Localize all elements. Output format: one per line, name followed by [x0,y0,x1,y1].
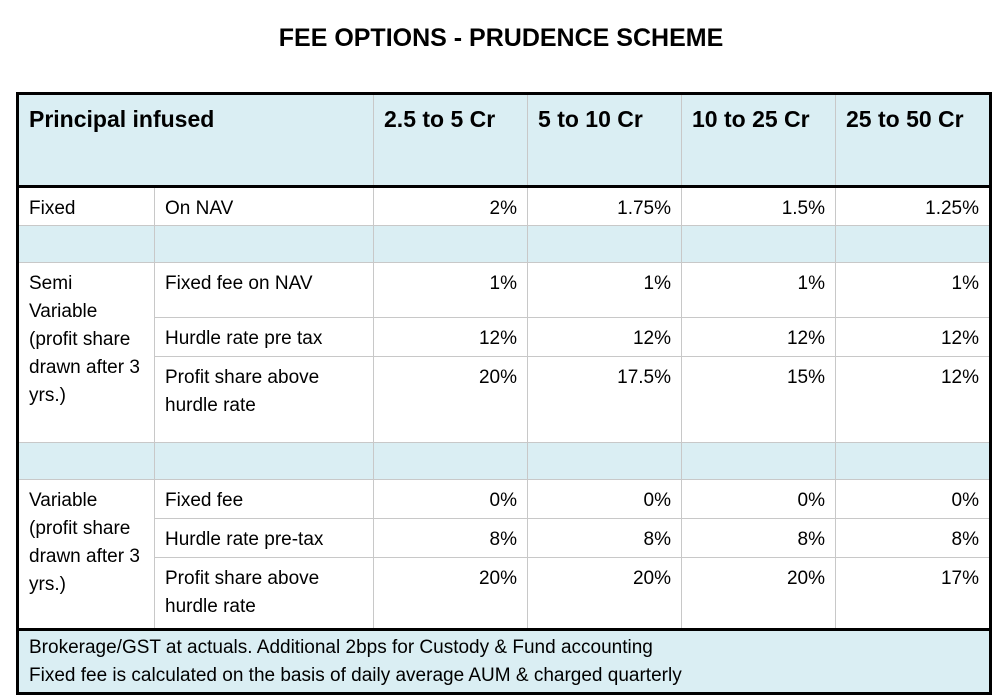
cell-value: 0% [528,480,682,519]
header-col-4: 25 to 50 Cr [836,94,991,187]
cell-value: 17.5% [528,357,682,443]
header-col-3: 10 to 25 Cr [682,94,836,187]
footer-row [18,630,991,694]
cell-value: 0% [682,480,836,519]
category-variable: Variable (profit share drawn after 3 yrs.) [18,480,155,630]
footer-line-1: Brokerage/GST at actuals. Additional 2bps for Custody & Fund accounting [29,637,653,658]
cell-value: 8% [528,519,682,558]
cell-value: 20% [374,357,528,443]
cell-value: 8% [836,519,991,558]
cell-value: 12% [836,318,991,357]
cell-value: 1% [682,263,836,318]
row-label: Hurdle rate pre tax [155,318,374,357]
cell-value: 1% [374,263,528,318]
cell-value: 17% [836,558,991,630]
header-principal-infused: Principal infused [18,94,374,187]
row-label: Profit share above hurdle rate [155,357,374,443]
row-label: On NAV [155,187,374,226]
cell-value: 12% [836,357,991,443]
cell-value: 0% [374,480,528,519]
cell-value: 1% [528,263,682,318]
spacer-row [18,443,991,480]
cell-value: 8% [682,519,836,558]
cell-value: 1% [836,263,991,318]
cell-value: 2% [374,187,528,226]
spacer-row [18,226,991,263]
cell-value: 20% [682,558,836,630]
header-col-1: 2.5 to 5 Cr [374,94,528,187]
footer-line-2: Fixed fee is calculated on the basis of daily average AUM & charged quarterly [29,665,682,686]
cell-value: 12% [682,318,836,357]
cell-value: 0% [836,480,991,519]
cell-value: 20% [528,558,682,630]
table-row [18,187,991,226]
footer-notes [18,630,991,694]
cell-value: 20% [374,558,528,630]
table-row [18,318,991,357]
header-col-2: 5 to 10 Cr [528,94,682,187]
table-row [18,519,991,558]
cell-value: 8% [374,519,528,558]
cell-value: 1.5% [682,187,836,226]
cell-value: 1.25% [836,187,991,226]
row-label: Fixed fee [155,480,374,519]
row-label: Fixed fee on NAV [155,263,374,318]
header-row [18,94,991,187]
page-title: FEE OPTIONS - PRUDENCE SCHEME [278,24,724,52]
row-label: Hurdle rate pre-tax [155,519,374,558]
table-row [18,480,991,519]
cell-value: 1.75% [528,187,682,226]
fee-options-table [16,92,992,695]
table-row [18,558,991,630]
cell-value: 12% [528,318,682,357]
cell-value: 12% [374,318,528,357]
cell-value: 15% [682,357,836,443]
row-label: Profit share above hurdle rate [155,558,374,630]
category-semi-variable: Semi Variable (profit share drawn after 3 yrs.) [18,263,155,443]
table-row [18,357,991,443]
table-row [18,263,991,318]
category-fixed: Fixed [18,187,155,226]
